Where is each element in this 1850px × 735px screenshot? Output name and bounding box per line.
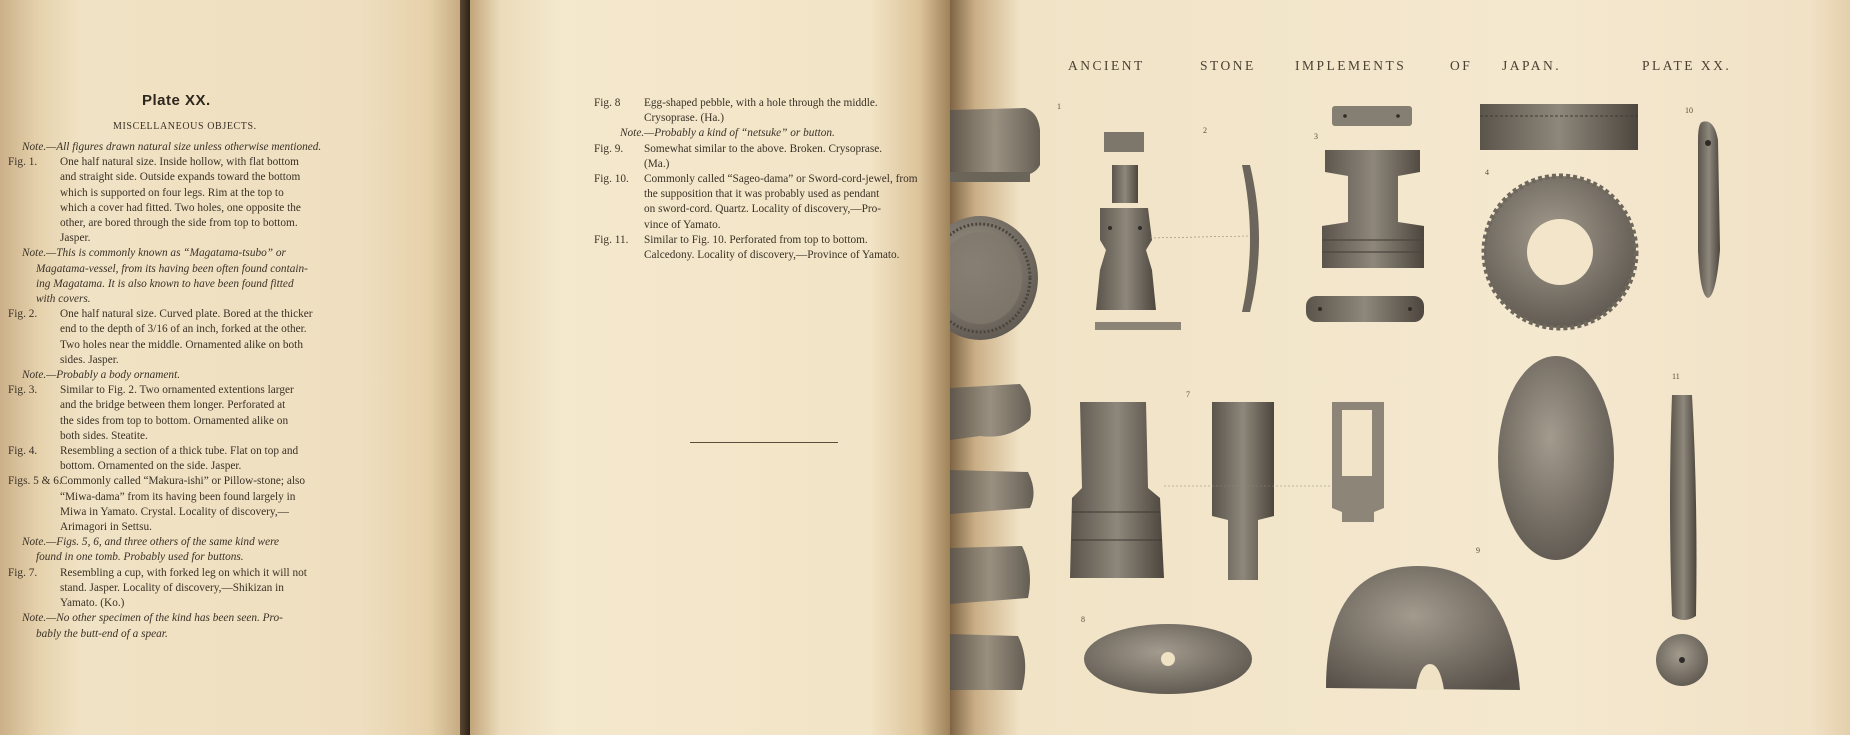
note-line: found in one tomb. Probably used for buttons. (36, 551, 244, 564)
text-line: which is supported on four legs. Rim at the top to (60, 186, 284, 199)
figure-entry (594, 172, 918, 187)
text-line: both sides. Steatite. (60, 429, 148, 442)
text-line: stand. Jasper. Locality of discovery,—Shikizan in (60, 581, 284, 594)
figure-3-ornament (1306, 106, 1424, 322)
figure-description: Commonly called “Sageo-dama” or Sword-cord-jewel, from (644, 173, 918, 186)
text-line: “Miwa-dama” from its having been found largely in (60, 490, 296, 503)
note-line: Note.—All figures drawn natural size unless otherwise mentioned. (22, 141, 322, 153)
note-line: Note.—This is commonly known as “Magatama-tsubo” or (22, 247, 286, 260)
text-line: the supposition that it was probably used as pendant (644, 188, 880, 201)
figure-number: 7 (1186, 390, 1190, 399)
figure-7-cup (1070, 402, 1384, 580)
figure-entry (8, 307, 321, 322)
text-line: vince of Yamato. (644, 218, 721, 231)
figure-label: Fig. 10. (594, 173, 629, 186)
text-line: other, are bored through the side from top to bottom. (60, 217, 298, 230)
text-line: Jasper. (60, 232, 91, 245)
plate-illustrations (950, 0, 1850, 735)
figure-description: Resembling a section of a thick tube. Flat on top and (60, 445, 299, 458)
note-line: Note.—Figs. 5, 6, and three others of the same kind were (22, 536, 280, 549)
figure-label: Fig. 7. (8, 566, 38, 579)
figure-number: 2 (1203, 126, 1207, 135)
text-line: Arimagori in Settsu. (60, 521, 152, 534)
figure-number: 11 (1672, 372, 1680, 381)
text-line: sides. Jasper. (60, 353, 119, 366)
figure-8-pebble (1084, 624, 1252, 694)
note-line: bably the butt-end of a spear. (36, 627, 168, 640)
plate-heading-word: ANCIENT (1068, 58, 1145, 73)
text-line: the sides from top to bottom. Ornamented alike on (60, 414, 289, 427)
figure-entry (8, 566, 321, 581)
left-text-block (8, 140, 321, 642)
text-line: Calcedony. Locality of discovery,—Province of Yamato. (644, 249, 900, 262)
figure-label: Figs. 5 & 6. (8, 475, 62, 488)
note-line: Note.—Probably a body ornament. (22, 369, 181, 382)
note-line: Magatama-vessel, from its having been often found contain- (36, 262, 308, 275)
text-line: Miwa in Yamato. Crystal. Locality of discovery,— (60, 505, 289, 518)
section-divider (690, 442, 838, 443)
figure-11-pendant (1656, 395, 1708, 686)
text-line: on sword-cord. Quartz. Locality of discovery,—Pro- (644, 203, 882, 216)
text-line: (Ma.) (644, 157, 670, 170)
figure-description: One half natural size. Curved plate. Bored at the thicker (60, 308, 313, 321)
figure-entry (594, 142, 918, 157)
text-line: which a cover had fitted. Two holes, one opposite the (60, 201, 301, 214)
figure-number: 8 (1081, 615, 1085, 624)
middle-page (470, 0, 950, 735)
middle-text-block (594, 96, 918, 263)
plate-page (950, 0, 1850, 735)
figure-label: Fig. 1. (8, 156, 38, 169)
text-line: Crysoprase. (Ha.) (644, 112, 724, 125)
note-line: ing Magatama. It is also known to have been found fitted (36, 277, 294, 290)
figure-description: Resembling a cup, with forked leg on which it will not (60, 566, 307, 579)
figure-number: 10 (1685, 106, 1693, 115)
figure-entry (594, 96, 918, 111)
text-line: and straight side. Outside expands toward the bottom (60, 171, 301, 184)
section-subtitle: MISCELLANEOUS OBJECTS. (113, 121, 257, 132)
figure-label: Fig. 2. (8, 308, 38, 321)
figure-description: Similar to Fig. 10. Perforated from top to bottom. (644, 233, 868, 246)
page-gutter (460, 0, 470, 735)
plate-number-label: PLATE XX. (1642, 58, 1732, 73)
left-page (0, 0, 460, 735)
figure-description: Commonly called “Makura-ishi” or Pillow-stone; also (60, 475, 306, 488)
figure-entry (8, 474, 321, 489)
figure-label: Fig. 4. (8, 445, 38, 458)
plate-heading-word: STONE (1200, 58, 1256, 73)
note-line: Note.—No other specimen of the kind has been seen. Pro- (22, 612, 283, 625)
plate-heading-word: IMPLEMENTS (1295, 58, 1407, 73)
figure-number: 9 (1476, 546, 1480, 555)
plate-heading-word: JAPAN. (1502, 58, 1562, 73)
note-line: with covers. (36, 293, 91, 306)
figure-entry (8, 383, 321, 398)
note-line: Note.—Probably a kind of “netsuke” or button. (620, 127, 835, 140)
text-line: bottom. Ornamented on the side. Jasper. (60, 460, 242, 473)
figures-5-6-buttons (950, 384, 1034, 690)
figure-entry (8, 444, 321, 459)
figure-entry (8, 155, 321, 170)
text-line: end to the depth of 3/16 of an inch, forked at the other. (60, 323, 307, 336)
figure-label: Fig. 3. (8, 384, 38, 397)
figure-entry (594, 233, 918, 248)
figure-label: Fig. 11. (594, 233, 629, 246)
text-line: Two holes near the middle. Ornamented alike on both (60, 338, 303, 351)
figure-label: Fig. 8 (594, 97, 621, 109)
figure-description: Egg-shaped pebble, with a hole through the middle. (644, 97, 878, 109)
figure-description: Somewhat similar to the above. Broken. Crysoprase. (644, 142, 883, 155)
figure-description: Similar to Fig. 2. Two ornamented extentions larger (60, 384, 294, 397)
figure-2-plate (1095, 132, 1259, 330)
figure-description: One half natural size. Inside hollow, with flat bottom (60, 156, 299, 169)
plate-title: Plate XX. (142, 92, 211, 109)
figure-number: 4 (1485, 168, 1489, 177)
figure-number: 3 (1314, 132, 1318, 141)
figure-10-pendant (1698, 121, 1720, 298)
figure-number: 1 (1057, 102, 1061, 111)
text-line: Yamato. (Ko.) (60, 597, 125, 610)
figure-4-ring (1480, 104, 1638, 328)
figure-label: Fig. 9. (594, 142, 624, 155)
text-line: and the bridge between them longer. Perforated at (60, 399, 286, 412)
plate-heading-word: OF (1450, 58, 1473, 73)
figure-1-vessel (950, 108, 1040, 340)
